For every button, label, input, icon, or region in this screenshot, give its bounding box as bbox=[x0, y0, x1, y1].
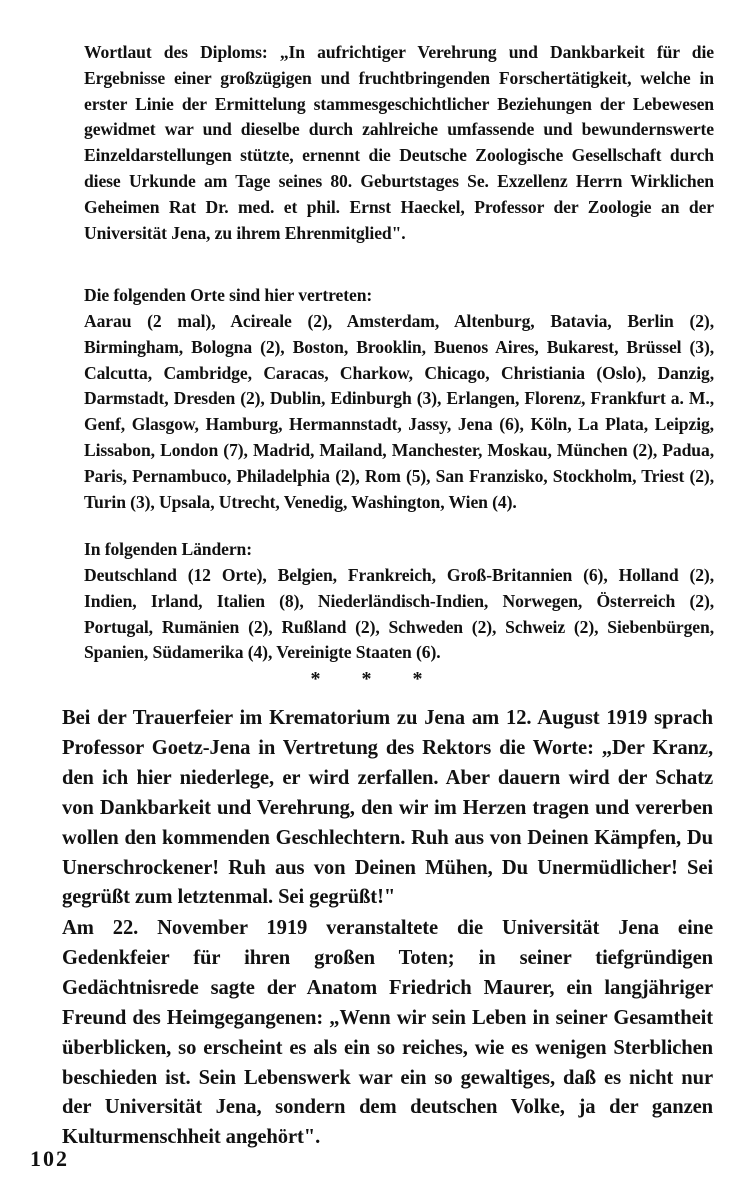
countries-heading: In folgenden Ländern: bbox=[84, 539, 253, 559]
page-number: 102 bbox=[30, 1146, 69, 1171]
section-separator: * * * bbox=[310, 668, 441, 690]
funeral-paragraph: Bei der Trauerfeier im Krematorium zu Jena am 12. August 1919 sprach Professor Goetz-Jena in Vertretung des Rektors die Worte: „Der Kranz, den ich hier niederlege, er wird zerfallen. Aber dauern wird der Schatz von Dankbarkeit und Verehrung, den wir im Herzen tragen und vererben wollen den kommenden Geschlechtern. Ruh aus von Deinen Kämpfen, Du Unerschrockener! Ruh aus von Deinen Mühen, Du Unermüdlicher! Sei gegrüßt zum letztenmal. Sei gegrüßt!" bbox=[62, 707, 713, 909]
memorial-paragraph: Am 22. November 1919 veranstaltete die Universität Jena eine Gedenkfeier für ihren großen Toten; in seiner tiefgründigen Gedächtnisrede sagte der Anatom Friedrich Maurer, ein langjähriger Freund des Heimgegangenen: „Wenn wir sein Leben in seiner Gesamtheit überblicken, so erscheint es als ein so reiches, wie es wenigen Sterblichen beschieden ist. Sein Lebenswerk war ein so gewaltiges, daß es nicht nur der Universität Jena, sondern dem deutschen Volke, ja der ganzen Kulturmenschheit angehört". bbox=[62, 917, 713, 1149]
countries-list: Deutschland (12 Orte), Belgien, Frankreich, Groß-Britannien (6), Holland (2), Indien, Irland, Italien (8), Niederländisch-Indien, Norwegen, Österreich (2), Portugal, Rumänien (2), Rußland (2), Schweden (2), Schweiz (2), Siebenbürgen, Spanien, Südamerika (4), Vereinigte Staaten (6). bbox=[84, 565, 714, 663]
places-list: Aarau (2 mal), Acireale (2), Amsterdam, Altenburg, Batavia, Berlin (2), Birmingham, Bologna (2), Boston, Brooklin, Buenos Aires, Bukarest, Brüssel (3), Calcutta, Cambridge, Caracas, Charkow, Chicago, Christiania (Oslo), Danzig, Darmstadt, Dresden (2), Dublin, Edinburgh (3), Erlangen, Florenz, Frankfurt a. M., Genf, Glasgow, Hamburg, Hermannstadt, Jassy, Jena (6), Köln, La Plata, Leipzig, Lissabon, London (7), Madrid, Mailand, Manchester, Moskau, München (2), Padua, Paris, Pernambuco, Philadelphia (2), Rom (5), San Franzisko, Stockholm, Triest (2), Turin (3), Upsala, Utrecht, Venedig, Washington, Wien (4). bbox=[84, 311, 714, 512]
diploma-text-paragraph: Wortlaut des Diploms: „In aufrichtiger Verehrung und Dankbarkeit für die Ergebnisse einer großzügigen und fruchtbringenden Forschertätigkeit, welche in erster Linie der Ermittelung stammesgeschichtlicher Beziehungen der Lebewesen gewidmet war und dieselbe durch zahlreiche umfassende und bewundernswerte Einzeldarstellungen stützte, ernennt die Deutsche Zoologische Gesellschaft durch diese Urkunde am Tage seines 80. Geburtstages Se. Exzellenz Herrn Wirklichen Geheimen Rat Dr. med. et phil. Ernst Haeckel, Professor der Zoologie an der Universität Jena, zu ihrem Ehrenmitglied". bbox=[84, 42, 714, 243]
places-heading: Die folgenden Orte sind hier vertreten: bbox=[84, 285, 373, 305]
